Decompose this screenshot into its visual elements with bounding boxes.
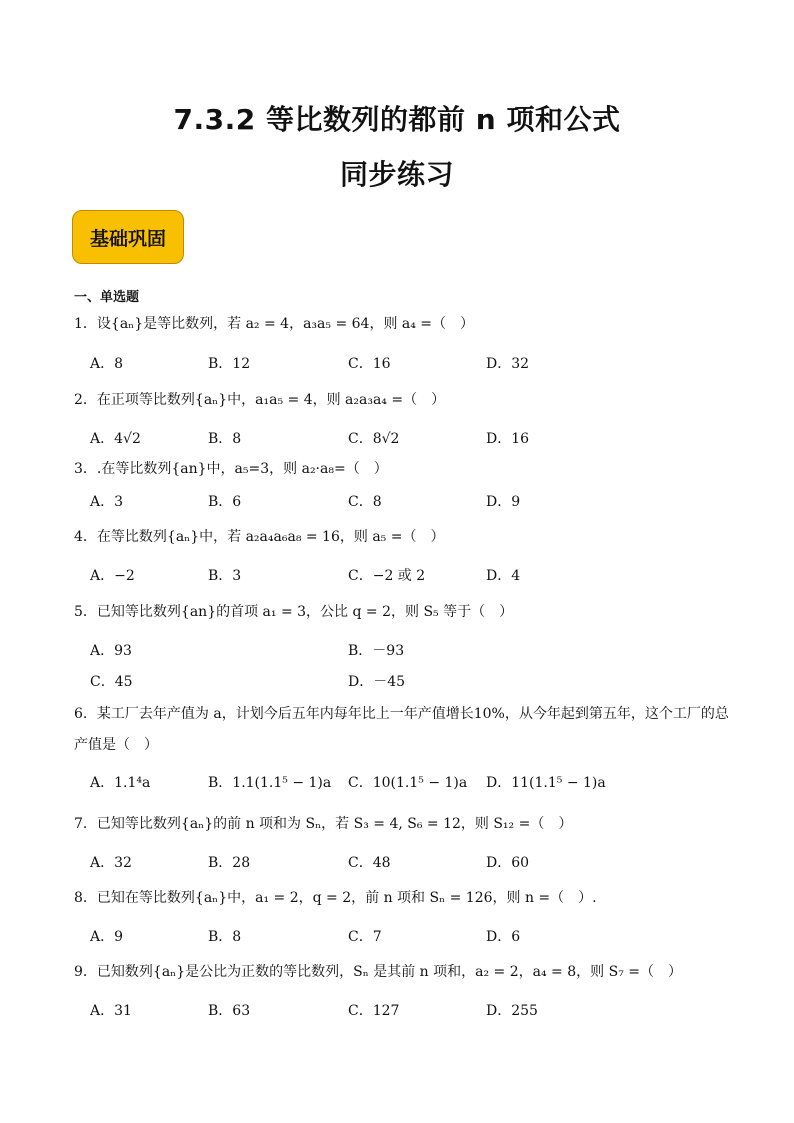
option-d: D．4: [486, 568, 521, 584]
option-a: A．4√2: [90, 431, 141, 447]
question-7: 7．已知等比数列{aₙ}的前 n 项和为 Sₙ，若 S₃ = 4, S₆ = 12，则 S₁₂ =（ ）: [74, 816, 573, 832]
option-d: D．32: [486, 356, 530, 372]
question-9: 9．已知数列{aₙ}是公比为正数的等比数列，Sₙ 是其前 n 项和，a₂ = 2，a₄ = 8，则 S₇ =（ ）: [74, 964, 682, 980]
option-c: C．8: [348, 494, 382, 510]
question-5: 5．已知等比数列{an}的首项 a₁ = 3，公比 q = 2，则 S₅ 等于（ ）: [74, 604, 514, 620]
question-2: 2．在正项等比数列{aₙ}中，a₁a₅ = 4，则 a₂a₃a₄ =（ ）: [74, 392, 446, 408]
option-b: B．8: [208, 929, 242, 945]
option-c: C．16: [348, 356, 391, 372]
option-a: A．93: [90, 643, 132, 659]
option-a: A．31: [90, 1003, 132, 1019]
option-c: C．10(1.1⁵ − 1)a: [348, 775, 468, 791]
option-a: A．−2: [90, 568, 135, 584]
option-d: D．16: [486, 431, 530, 447]
question-6-continued: 产值是（ ）: [74, 737, 158, 753]
document-title: 7.3.2 等比数列的都前 n 项和公式: [173, 103, 621, 136]
option-d: D．255: [486, 1003, 538, 1019]
question-6: 6．某工厂去年产值为 a，计划今后五年内每年比上一年产值增长10%，从今年起到第五年，这个工厂的总: [74, 706, 729, 722]
option-c: C．127: [348, 1003, 400, 1019]
option-a: A．8: [90, 356, 124, 372]
option-d: D．6: [486, 929, 521, 945]
option-a: A．3: [90, 494, 124, 510]
option-b: B．8: [208, 431, 242, 447]
option-d: D．11(1.1⁵ − 1)a: [486, 775, 606, 791]
question-3: 3．.在等比数列{an}中，a₅=3，则 a₂·a₈=（ ）: [74, 461, 388, 477]
option-b: B．28: [208, 855, 251, 871]
option-c: C．8√2: [348, 431, 400, 447]
option-d: D．－45: [348, 674, 406, 690]
option-b: B．6: [208, 494, 242, 510]
question-8: 8．已知在等比数列{aₙ}中，a₁ = 2，q = 2，前 n 项和 Sₙ = 126，则 n =（ ）.: [74, 890, 597, 906]
option-c: C．48: [348, 855, 391, 871]
question-4: 4．在等比数列{aₙ}中，若 a₂a₄a₆a₈ = 16，则 a₅ =（ ）: [74, 529, 445, 545]
option-a: A．1.1⁴a: [90, 775, 151, 791]
option-a: A．32: [90, 855, 132, 871]
option-b: B．－93: [348, 643, 405, 659]
section-badge: 基础巩固: [72, 210, 184, 264]
option-d: D．60: [486, 855, 530, 871]
question-1: 1．设{aₙ}是等比数列，若 a₂ = 4，a₃a₅ = 64，则 a₄ =（ ）: [74, 316, 475, 332]
option-c: C．7: [348, 929, 382, 945]
option-c: C．45: [90, 674, 133, 690]
option-d: D．9: [486, 494, 521, 510]
option-c: C．−2 或 2: [348, 568, 426, 584]
option-b: B．12: [208, 356, 251, 372]
option-b: B．3: [208, 568, 242, 584]
option-b: B．63: [208, 1003, 251, 1019]
document-subtitle: 同步练习: [339, 158, 454, 191]
section-heading: 一、单选题: [74, 290, 140, 305]
option-a: A．9: [90, 929, 124, 945]
option-b: B．1.1(1.1⁵ − 1)a: [208, 775, 332, 791]
